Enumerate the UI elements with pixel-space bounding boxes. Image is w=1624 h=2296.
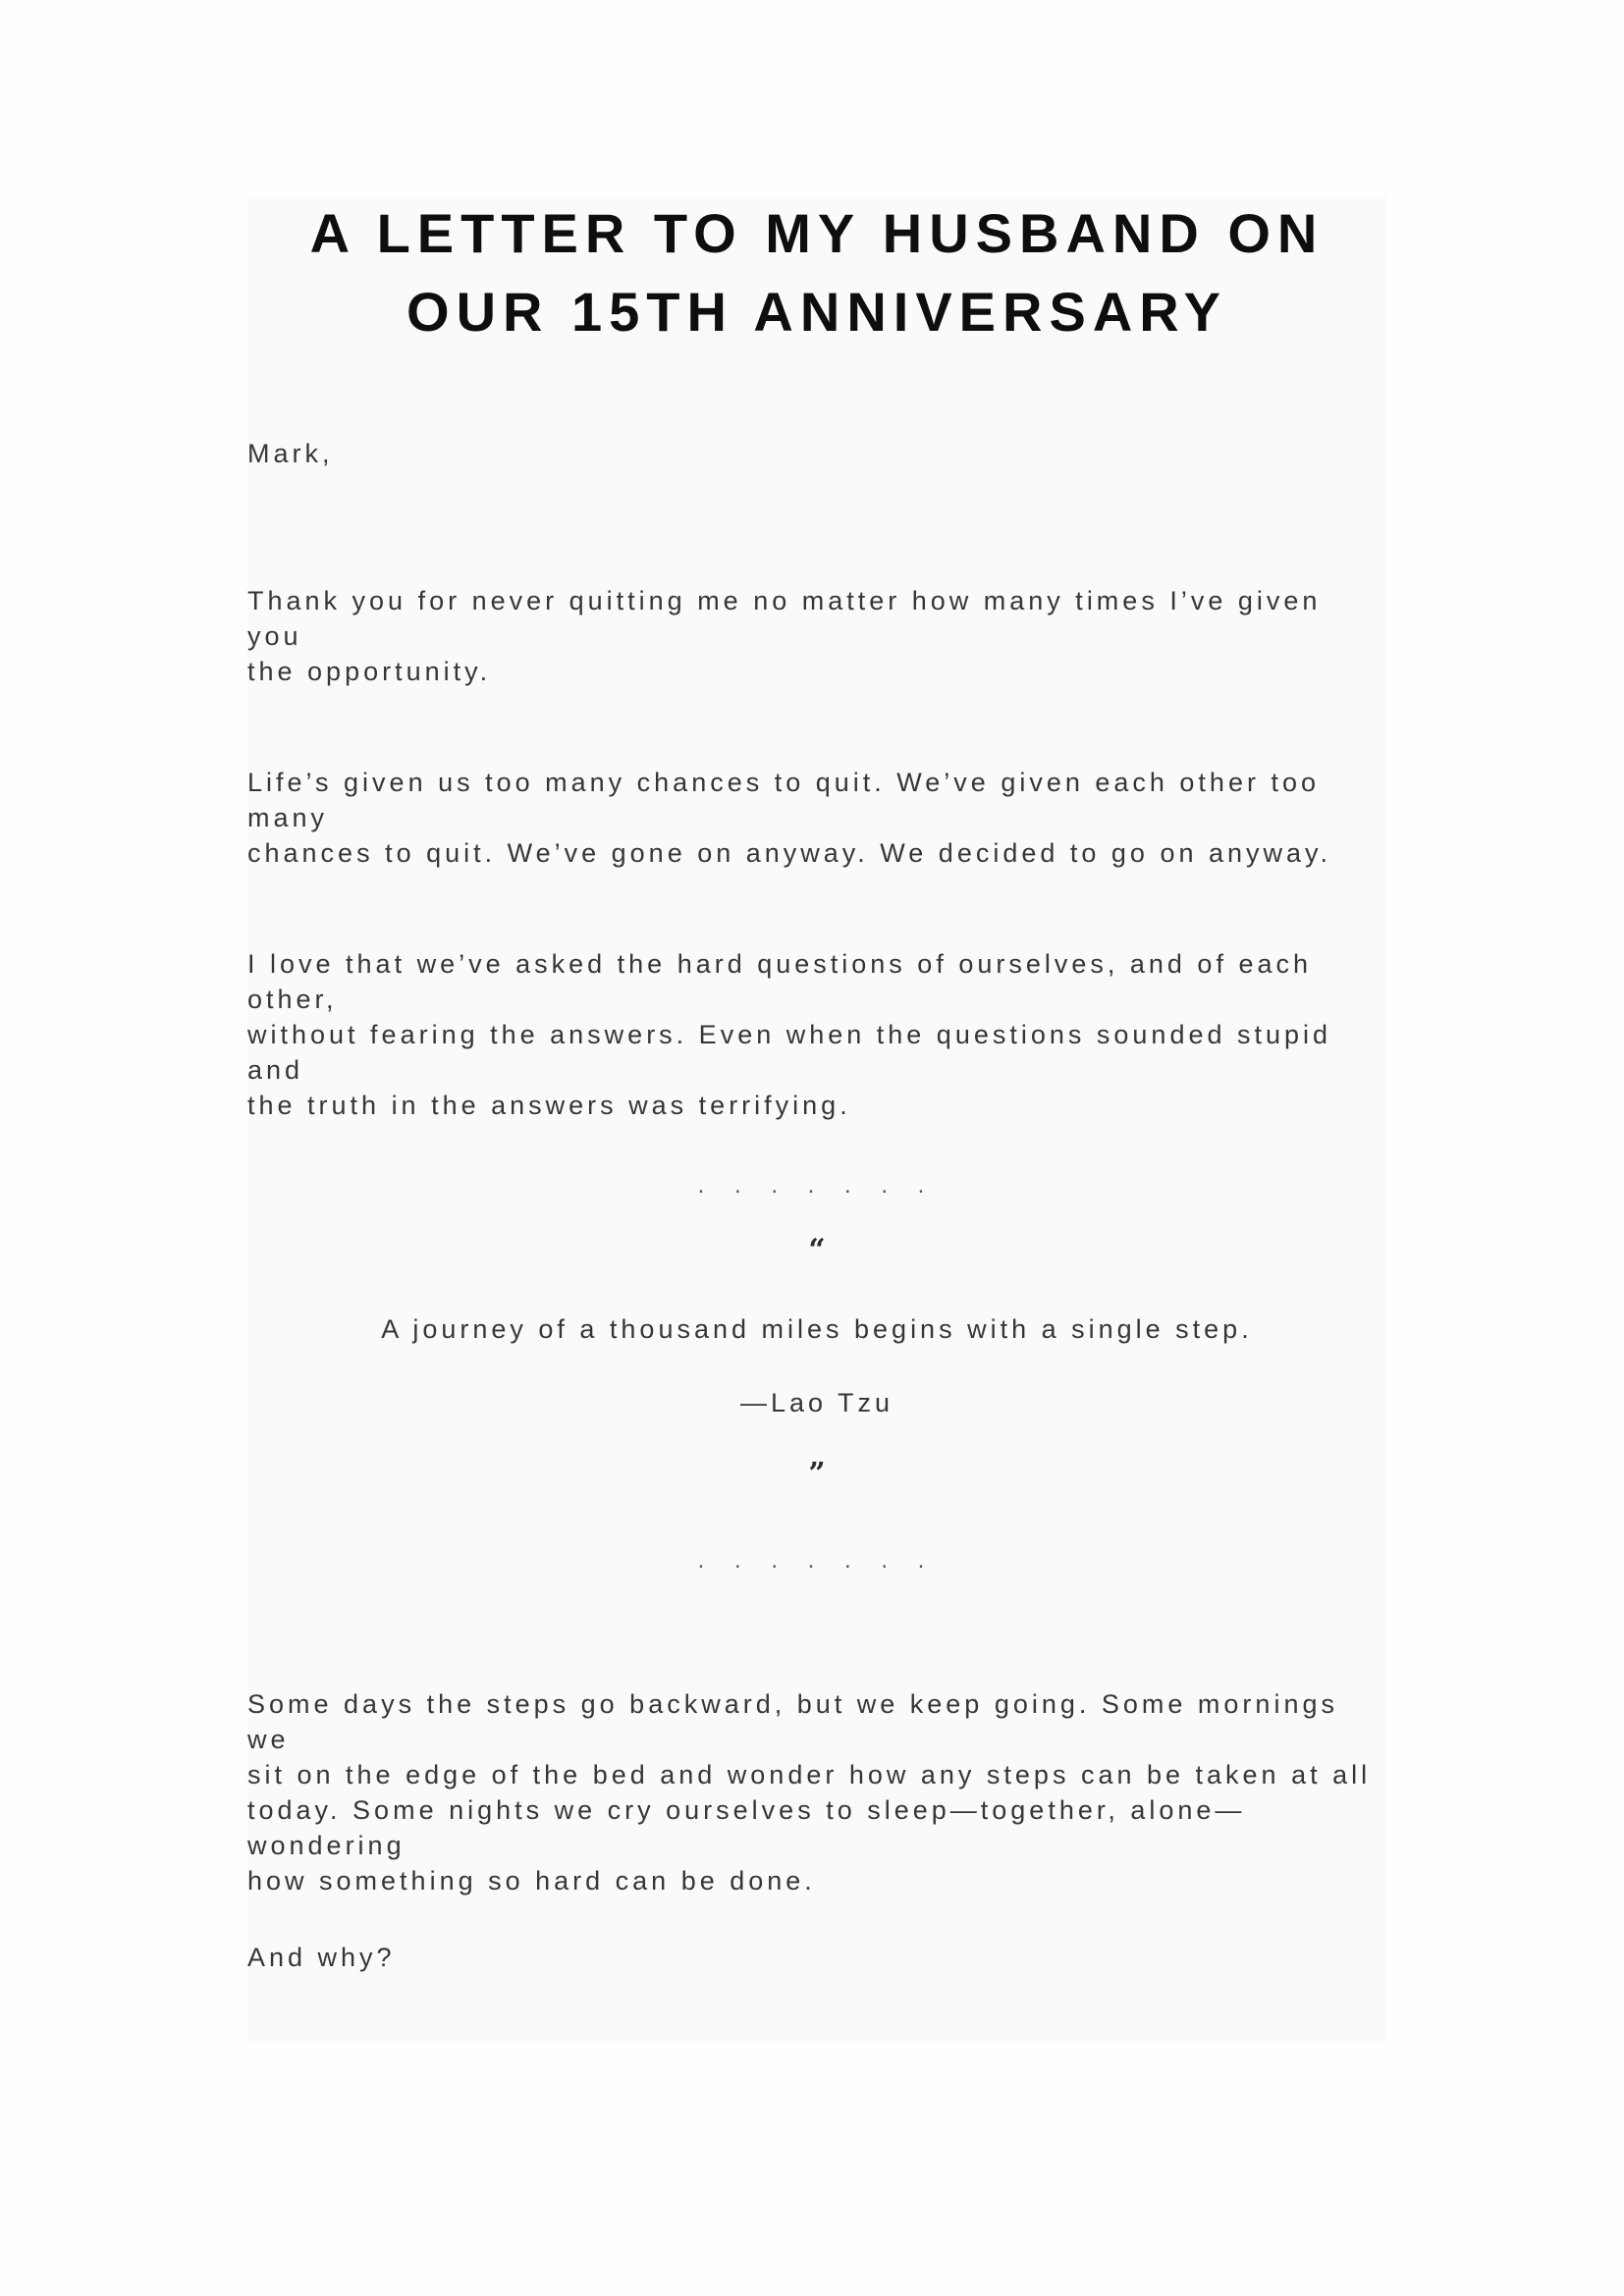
quote-attribution: —Lao Tzu [739,1388,894,1417]
close-quote-mark: ” [808,1457,826,1491]
salutation: Mark, [247,439,334,468]
paragraph-1: Thank you for never quitting me no matter how many times I’ve given you the opportunity. [247,586,1322,686]
letter-title: A LETTER TO MY HUSBAND ON OUR 15TH ANNIVERSARY [309,202,1325,343]
quote-text: A journey of a thousand miles begins with a single step. [381,1314,1253,1344]
paragraph-2: Life’s given us too many chances to quit. We’ve given each other too many chances to quit. We’ve gone on anyway. We decided to go on anyway. [247,768,1332,868]
closing-line: And why? [247,1943,396,1972]
paragraph-4: Some days the steps go backward, but we keep going. Some mornings we sit on the edge of the bed and wonder how any steps can be taken at all today. Some nights we cry ourselves to sleep—together, alone—wondering how something so hard can be done. [247,1689,1372,1896]
open-quote-mark: “ [808,1233,826,1267]
paragraph-3: I love that we’ve asked the hard questions of ourselves, and of each other, without fearing the answers. Even when the questions sounded stupid and the truth in the answers was terrifying. [247,949,1332,1120]
quote-separator-bottom: . . . . . . . [697,1547,937,1574]
quote-separator-top: . . . . . . . [697,1172,937,1199]
